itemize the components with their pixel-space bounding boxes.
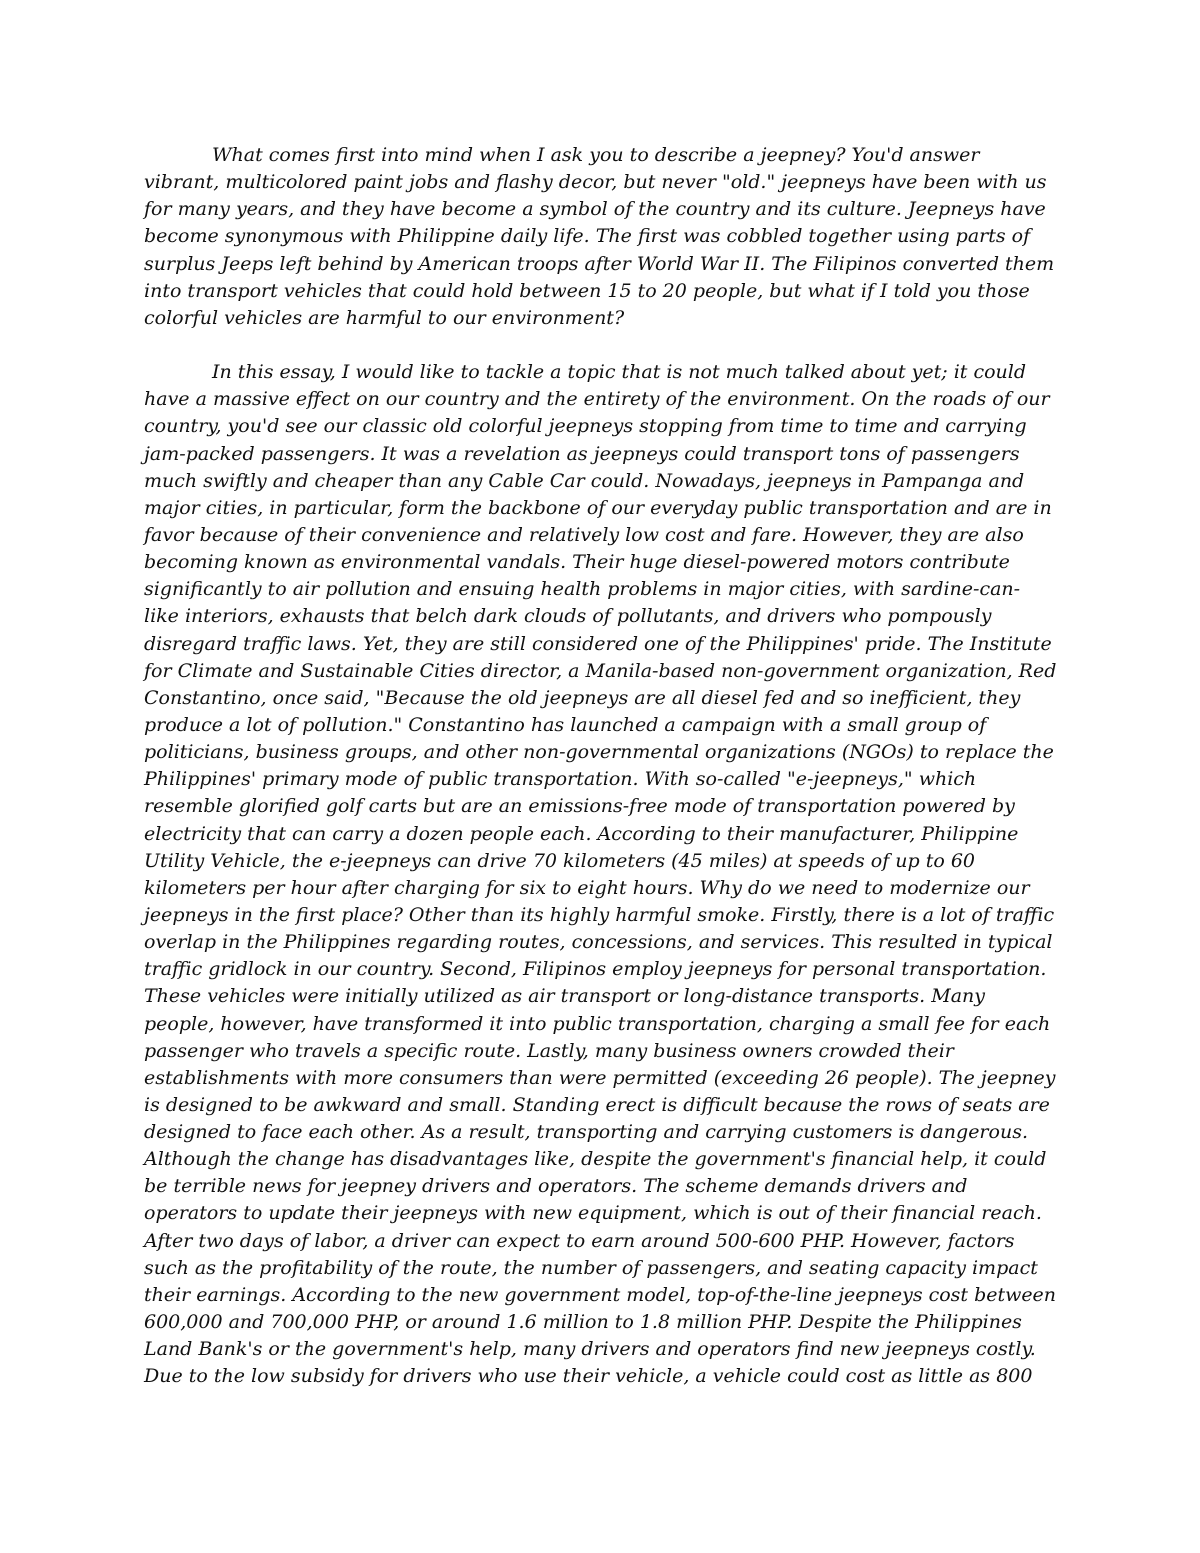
text-line: become synonymous with Philippine daily life. The first was cobbled together using parts of (144, 225, 1031, 248)
text-line: significantly to air pollution and ensuing health problems in major cities, with sardine-can- (144, 578, 1021, 601)
text-line: jeepneys in the first place? Other than its highly harmful smoke. Firstly, there is a lot of traffic (144, 903, 1055, 926)
text-line: surplus Jeeps left behind by American troops after World War II. The Filipinos converted them (144, 252, 1055, 275)
text-line: country, you'd see our classic old colorful jeepneys stopping from time to time and carrying (144, 415, 1027, 438)
text-line: into transport vehicles that could hold between 15 to 20 people, but what if I told you those (144, 279, 1030, 302)
paragraph-gap (144, 332, 1056, 359)
text-line: much swiftly and cheaper than any Cable Car could. Nowadays, jeepneys in Pampanga and (144, 469, 1025, 492)
text-line: 600,000 and 700,000 PHP, or around 1.6 million to 1.8 million PHP. Despite the Philippines (144, 1311, 1022, 1334)
text-line: Constantino, once said, "Because the old jeepneys are all diesel fed and so inefficient, they (144, 686, 1021, 709)
text-line: operators to update their jeepneys with new equipment, which is out of their financial reach. (144, 1202, 1042, 1225)
text-line: establishments with more consumers than were permitted (exceeding 26 people). The jeepney (144, 1066, 1056, 1089)
text-line: like interiors, exhausts that belch dark clouds of pollutants, and drivers who pompously (144, 605, 992, 628)
text-line: their earnings. According to the new government model, top-of-the-line jeepneys cost between (144, 1283, 1057, 1306)
text-line: Utility Vehicle, the e-jeepneys can drive 70 kilometers (45 miles) at speeds of up to 60 (144, 849, 975, 872)
text-line: favor because of their convenience and relatively low cost and fare. However, they are also (144, 523, 1024, 546)
text-line: passenger who travels a specific route. Lastly, many business owners crowded their (144, 1039, 954, 1062)
text-line: for many years, and they have become a symbol of the country and its culture. Jeepneys have (144, 198, 1046, 221)
text-line: produce a lot of pollution." Constantino has launched a campaign with a small group of (144, 713, 987, 736)
paragraph-2 (144, 359, 1056, 1390)
text-line: resemble glorified golf carts but are an emissions-free mode of transportation powered by (144, 795, 1015, 818)
text-line: for Climate and Sustainable Cities director, a Manila-based non-government organization, Red (144, 659, 1057, 682)
text-line: What comes first into mind when I ask you to describe a jeepney? You'd answer (212, 144, 980, 166)
text-line: electricity that can carry a dozen people each. According to their manufacturer, Philippine (144, 822, 1019, 845)
text-line: overlap in the Philippines regarding routes, concessions, and services. This resulted in typical (144, 931, 1053, 954)
text-line: Although the change has disadvantages like, despite the government's financial help, it could (144, 1148, 1047, 1171)
text-line: In this essay, I would like to tackle a topic that is not much talked about yet; it could (212, 361, 1027, 384)
text-line: After two days of labor, a driver can expect to earn around 500-600 PHP. However, factors (144, 1229, 1015, 1252)
text-line: traffic gridlock in our country. Second, Filipinos employ jeepneys for personal transportation. (144, 958, 1047, 981)
text-line: becoming known as environmental vandals. Their huge diesel-powered motors contribute (144, 551, 1010, 574)
text-line: designed to face each other. As a result, transporting and carrying customers is dangerous. (144, 1121, 1028, 1144)
text-line: Land Bank's or the government's help, many drivers and operators find new jeepneys costly. (144, 1338, 1036, 1361)
text-line: These vehicles were initially utilized as air transport or long-distance transports. Many (144, 985, 986, 1008)
text-line: be terrible news for jeepney drivers and operators. The scheme demands drivers and (144, 1175, 968, 1198)
text-line: disregard traffic laws. Yet, they are still considered one of the Philippines' pride. The Institute (144, 632, 1052, 655)
text-line: Philippines' primary mode of public transportation. With so-called "e-jeepneys," which (144, 768, 977, 791)
text-line: kilometers per hour after charging for six to eight hours. Why do we need to modernize our (144, 876, 1030, 899)
text-line: have a massive effect on our country and the entirety of the environment. On the roads of our (144, 388, 1050, 411)
text-line: is designed to be awkward and small. Standing erect is difficult because the rows of seats are (144, 1093, 1050, 1116)
text-line: politicians, business groups, and other non-governmental organizations (NGOs) to replace the (144, 741, 1054, 764)
text-line: colorful vehicles are harmful to our environment? (144, 306, 625, 329)
text-line: major cities, in particular, form the backbone of our everyday public transportation and are in (144, 496, 1052, 519)
paragraph-1 (144, 142, 1056, 332)
text-line: such as the profitability of the route, the number of passengers, and seating capacity impact (144, 1256, 1038, 1279)
text-line: people, however, have transformed it into public transportation, charging a small fee for each (144, 1012, 1051, 1035)
essay-body (144, 142, 1056, 1390)
text-line: jam-packed passengers. It was a revelation as jeepneys could transport tons of passengers (144, 442, 1020, 465)
text-line: vibrant, multicolored paint jobs and flashy decor, but never "old." jeepneys have been with us (144, 171, 1047, 194)
text-line: Due to the low subsidy for drivers who use their vehicle, a vehicle could cost as little as 800 (144, 1365, 1033, 1388)
